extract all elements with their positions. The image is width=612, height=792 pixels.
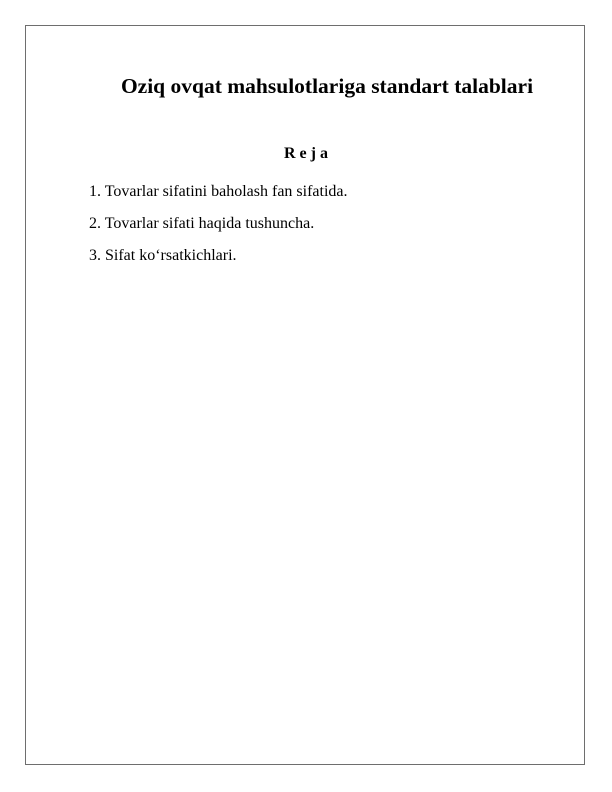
plan-item-2: 2. Tovarlar sifati haqida tushuncha. bbox=[89, 215, 315, 232]
plan-item-3: 3. Sifat ko‘rsatkichlari. bbox=[89, 247, 237, 264]
page-frame bbox=[25, 25, 585, 765]
plan-item-1: 1. Tovarlar sifatini baholash fan sifatida. bbox=[89, 183, 348, 200]
plan-list bbox=[89, 182, 348, 278]
plan-heading: R e j a bbox=[284, 145, 328, 162]
document-title-text: Oziq ovqat mahsulotlariga standart talablari bbox=[120, 74, 534, 98]
document-title bbox=[0, 73, 612, 99]
